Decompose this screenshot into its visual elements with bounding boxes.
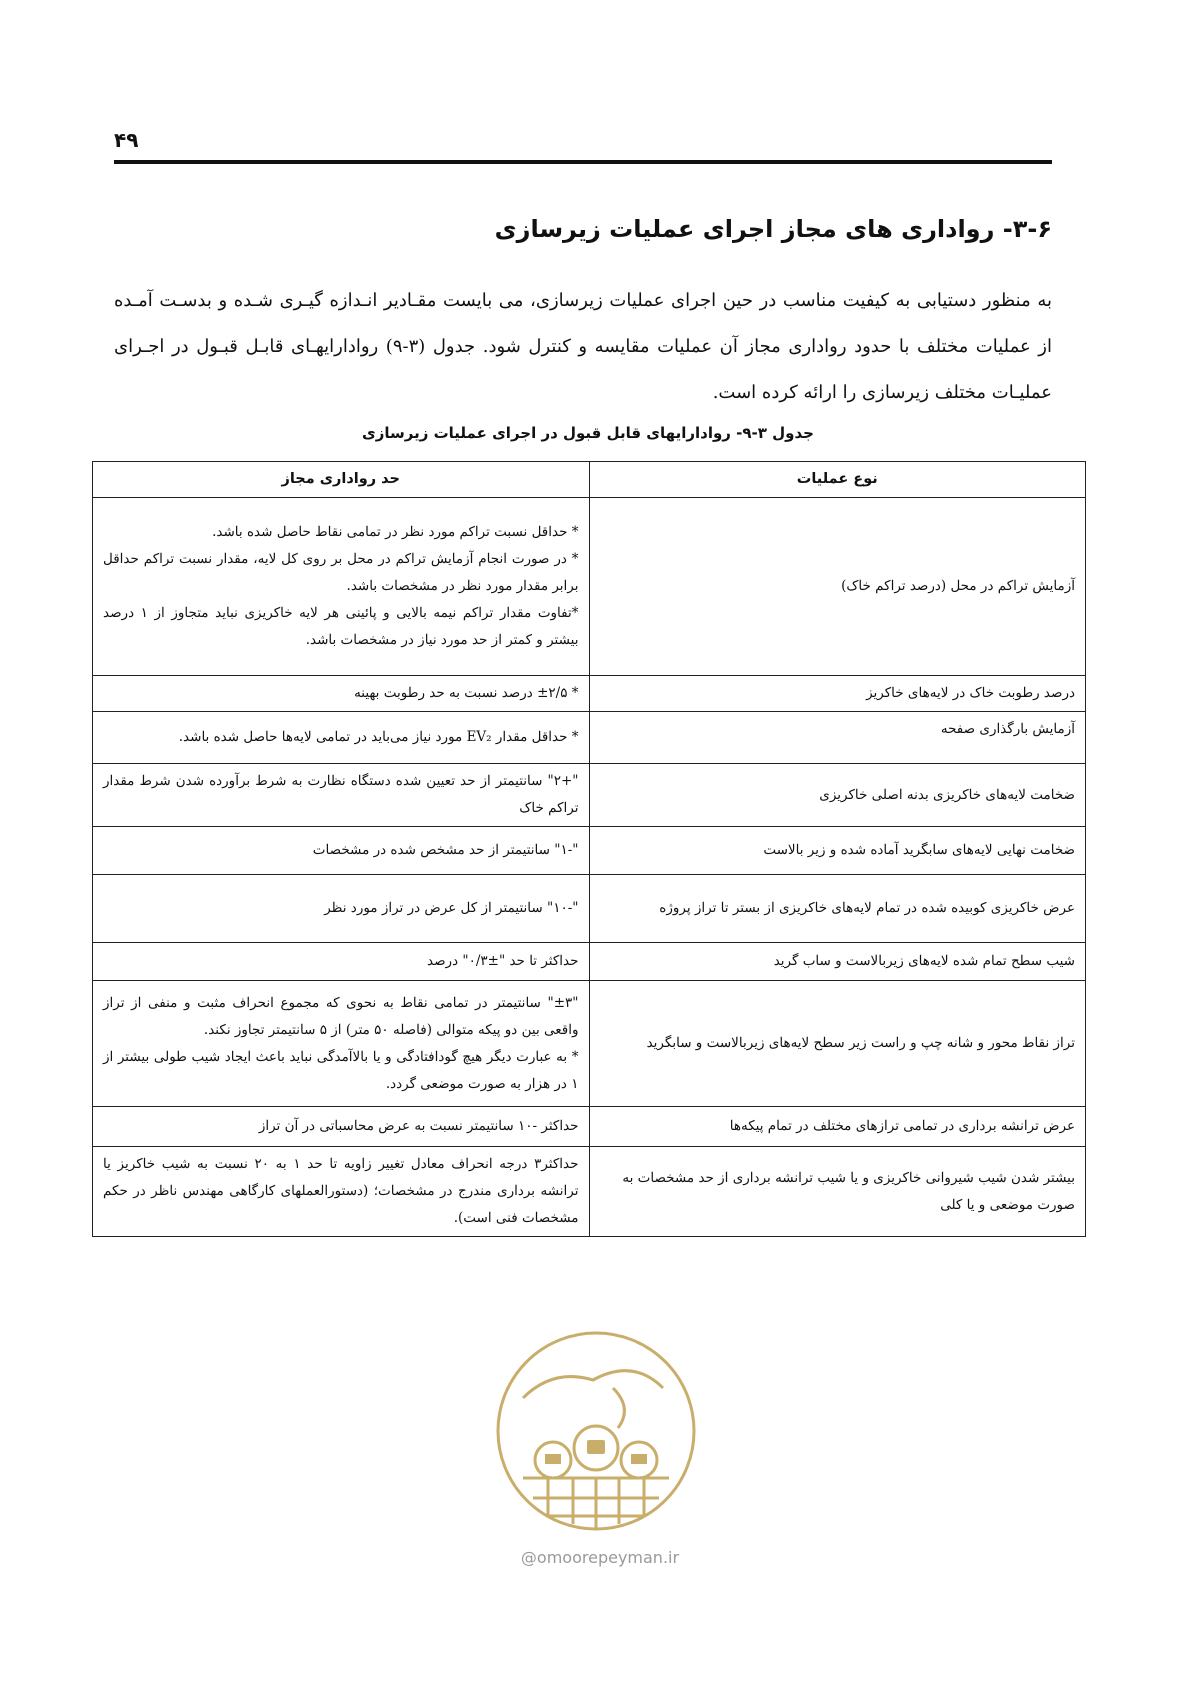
operation-cell: آزمایش تراکم در محل (درصد تراکم خاک) — [589, 498, 1086, 676]
operation-cell: عرض خاکریزی کوبیده شده در تمام لایه‌های خاکریزی از بستر تا تراز پروژه — [589, 875, 1086, 943]
tolerance-cell — [93, 875, 590, 943]
tolerance-line: * ±۲/۵ درصد نسبت به حد رطوبت بهینه — [354, 685, 579, 701]
table-row — [93, 981, 1086, 1107]
tolerance-cell — [93, 827, 590, 875]
tolerance-line: حداکثر۳ درجه انحراف معادل تغییر زاویه تا حد ۱ به ۲۰ نسبت به شیب خاکریز یا ترانشه برداری مندرج در مشخصات؛ (دستورالعملهای کارگاهی مهندس ناظر در حکم مشخصات فنی است). — [103, 1156, 579, 1226]
section-heading: ۳-۶- رواداری های مجاز اجرای عملیات زیرسازی — [494, 215, 1052, 243]
tolerance-line: حداکثر -۱۰ سانتیمتر نسبت به عرض محاسباتی در آن تراز — [258, 1118, 579, 1134]
operation-cell: بیشتر شدن شیب شیروانی خاکریزی و یا شیب ترانشه برداری از حد مشخصات به صورت موضعی و یا کلی — [589, 1147, 1086, 1237]
table-row — [93, 1107, 1086, 1147]
table-row — [93, 676, 1086, 712]
table-row — [93, 943, 1086, 981]
tolerance-line: "-۱" سانتیمتر از حد مشخص شده در مشخصات — [312, 842, 579, 858]
tolerance-line: "-۱۰" سانتیمتر از کل عرض در تراز مورد نظر — [324, 900, 579, 916]
tolerance-cell — [93, 1147, 590, 1237]
table-row — [93, 712, 1086, 764]
tolerance-line: * به عبارت دیگر هیچ گودافتادگی و یا بالاآمدگی نباید باعث ایجاد شیب طولی بیشتر از ۱ در هزار به صورت موضعی گردد. — [103, 1048, 579, 1092]
operation-cell: تراز نقاط محور و شانه چپ و راست زیر سطح لایه‌های زیربالاست و سابگرید — [589, 981, 1086, 1107]
watermark-url: @omoorepeyman.ir — [520, 1548, 680, 1567]
tolerance-line: "+۲" سانتیمتر از حد تعیین شده دستگاه نظارت به شرط برآورده شدن شرط مقدار تراکم خاک — [103, 773, 579, 816]
table-row — [93, 764, 1086, 827]
operation-cell: ضخامت نهایی لایه‌های سابگرید آماده شده و زیر بالاست — [589, 827, 1086, 875]
tolerance-cell — [93, 981, 590, 1107]
tolerance-line: *تفاوت مقدار تراکم نیمه بالایی و پائینی هر لایه خاکریزی نباید متجاوز از ۱ درصد بیشتر و کمتر از حد مورد نیاز در مشخصات باشد. — [103, 605, 579, 648]
tolerance-cell — [93, 712, 590, 764]
operation-cell: عرض ترانشه برداری در تمامی ترازهای مختلف در تمام پیکه‌ها — [589, 1107, 1086, 1147]
table-caption: جدول ۳-۹- روادارایهای قابل قبول در اجرای عملیات زیرسازی — [362, 424, 814, 442]
tolerance-table — [92, 461, 1086, 1237]
operation-cell: درصد رطوبت خاک در لایه‌های خاکریز — [589, 676, 1086, 712]
tolerance-cell — [93, 943, 590, 981]
header-tolerance: حد رواداری مجاز — [93, 462, 590, 498]
table-row — [93, 875, 1086, 943]
table-body — [93, 498, 1086, 1237]
operation-cell: شیب سطح تمام شده لایه‌های زیربالاست و ساب گرید — [589, 943, 1086, 981]
watermark-site: omoorepeyman.ir — [536, 1548, 680, 1567]
header-operation: نوع عملیات — [589, 462, 1086, 498]
operation-cell: آزمایش بارگذاری صفحه — [589, 712, 1086, 764]
table-row — [93, 1147, 1086, 1237]
tolerance-line: * در صورت انجام آزمایش تراکم در محل بر روی کل لایه، مقدار نسبت تراکم حداقل برابر مقدار مورد نظر در مشخصات باشد. — [103, 551, 579, 594]
tolerance-cell — [93, 764, 590, 827]
operation-cell: ضخامت لایه‌های خاکریزی بدنه اصلی خاکریزی — [589, 764, 1086, 827]
tolerance-line: * حداقل مقدار EV₂ مورد نیاز می‌باید در تمامی لایه‌ها حاصل شده باشد. — [178, 729, 579, 745]
table-row — [93, 827, 1086, 875]
header-rule — [114, 160, 1052, 164]
intro-paragraph: به منظور دستیابی به کیفیت مناسب در حین اجرای عملیات زیرسازی، می بایست مقـادیر انـدازه گیـری شـده و بدسـت آمـده از عملیات مختلف با حدود رواداری مجاز آن عملیات مقایسه و کنترل شود. جدول (۳-۹) روادارایهـای قابـل قبـول در اجـرای عملیـات مختلف زیرسازی را ارائه کرده است. — [114, 290, 1053, 403]
page-number: ۴۹ — [114, 128, 139, 152]
omoorepeyman-logo — [493, 1328, 699, 1534]
tolerance-line: * حداقل نسبت تراکم مورد نظر در تمامی نقاط حاصل شده باشد. — [212, 524, 579, 540]
table-row — [93, 498, 1086, 676]
tolerance-cell — [93, 1107, 590, 1147]
tolerance-line: "±۳" سانتیمتر در تمامی نقاط به نحوی که مجموع انحراف مثبت و منفی از تراز واقعی بین دو پیکه متوالی (فاصله ۵۰ متر) از ۵ سانتیمتر تجاوز نکند. — [103, 994, 579, 1038]
tolerance-line: حداکثر تا حد "±۰/۳" درصد — [427, 953, 579, 969]
tolerance-cell — [93, 676, 590, 712]
table-header-row — [93, 462, 1086, 498]
tolerance-cell — [93, 498, 590, 676]
